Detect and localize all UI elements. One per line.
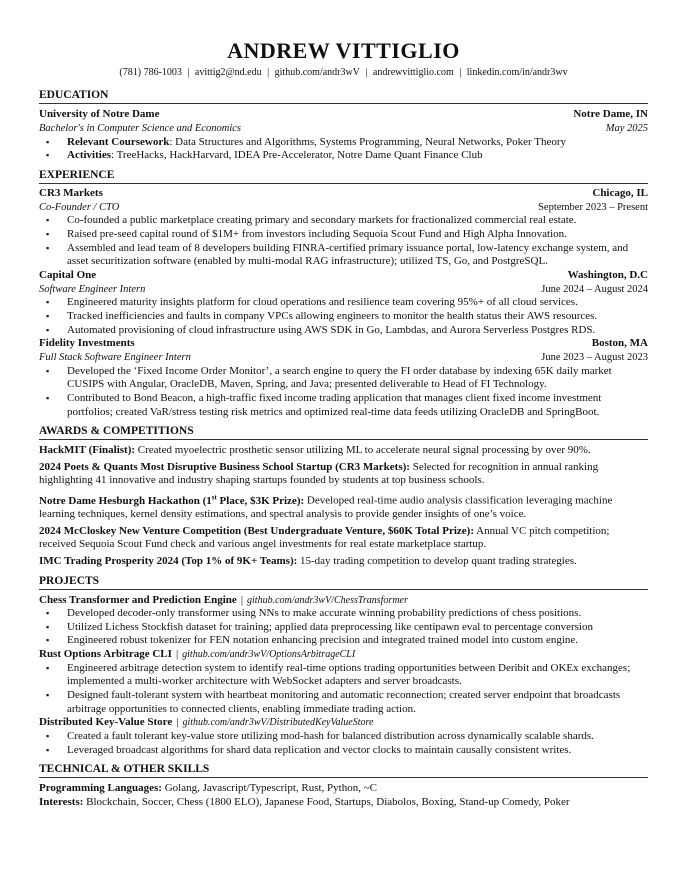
experience-entry (39, 337, 648, 419)
company-location: Chicago, IL (592, 186, 648, 199)
project-header (39, 716, 648, 730)
project-link[interactable]: github.com/andr3wV/ChessTransformer (247, 594, 408, 606)
list-item: ▪ Assembled and lead team of 8 developers building FINRA-certified primary issuance portal, low-latency exchange system, and asset securitization software (enabled by multi-modal RAG infrastructure); utilized TS, Go, and PostgreSQL. (67, 242, 648, 269)
education-row (39, 108, 648, 122)
school-location: Notre Dame, IN (573, 108, 648, 120)
section-heading-skills: TECHNICAL & OTHER SKILLS (39, 762, 648, 778)
education-list (39, 136, 648, 163)
list-item: ▪ Created a fault tolerant key-value store utilizing mod-hash for balanced distribution across dynamically scalable shards. (67, 730, 648, 744)
experience-header (39, 187, 648, 201)
award-description: Developed real-time audio analysis classification leveraging machine learning techniques, kernel density estimations, and spectral analysis to provide gender insights of one’s voice. (39, 494, 613, 521)
experience-role-row (39, 283, 648, 297)
experience-entry (39, 187, 648, 269)
list-item: ▪ Engineered robust tokenizer for FEN notation enhancing precision and integrated trained model into custom engine. (67, 634, 648, 648)
candidate-name: ANDREW VITTIGLIO (227, 38, 460, 63)
project-name: Rust Options Arbitrage CLI (39, 648, 172, 661)
coursework: : Data Structures and Algorithms, Systems Programming, Neural Networks, Poker Theory (169, 135, 567, 148)
award-item (39, 461, 648, 488)
experience-role-row (39, 201, 648, 215)
experience-header (39, 337, 648, 351)
degree-row (39, 122, 648, 136)
job-role: Co-Founder / CTO (39, 201, 120, 213)
list-item (67, 136, 648, 150)
job-date: June 2023 – August 2023 (541, 351, 648, 363)
project-entry (39, 594, 648, 649)
award-title (39, 492, 305, 507)
award-item (39, 525, 648, 552)
company-name: CR3 Markets (39, 186, 103, 199)
award-description: Annual VC pitch competition; received Sequoia Scout Fund check and various angel investments for real estate marketplace startup. (39, 524, 610, 551)
list-item (67, 149, 648, 163)
job-date: September 2023 – Present (538, 201, 648, 213)
award-title-part: Notre Dame Hesburgh Hackathon (1 (39, 494, 212, 507)
experience-entry (39, 269, 648, 337)
list-item: ▪ Developed decoder-only transformer using NNs to make accurate winning probability predictions of chess positions. (67, 607, 648, 621)
languages-list: Golang, Javascript/Typescript, Rust, Python, ~C (161, 782, 378, 795)
phone-number: (781) 786-1003 (119, 67, 182, 78)
company-name: Capital One (39, 268, 97, 281)
list-item: ▪ Engineered maturity insights platform for cloud operations and resilience team covering 95%+ of all cloud services. (67, 296, 648, 310)
list-item: ▪ Contributed to Bond Beacon, a high-traffic fixed income trading application that manages client fixed income investment portfolios; created VaR/stress testing risk metrics and optimized real-time data feeds utilizing OracleDB and SpringBoot. (67, 392, 648, 419)
list-item: ▪ Utilized Lichess Stockfish dataset for training; applied data preprocessing like centipawn eval to percentage conversion (67, 621, 648, 635)
award-title: IMC Trading Prosperity 2024 (Top 1% of 9K+ Teams): (39, 554, 298, 567)
list-item: ▪ Raised pre-seed capital round of $1M+ from investors including Sequoia Scout Fund and High Alpha Innovation. (67, 228, 648, 242)
list-item: ▪ Engineered arbitrage detection system to identify real-time options trading opportunities between Deribit and OKEx exchanges; implemented a multi-worker architecture with WebSocket adapters and server broadcasts. (67, 662, 648, 689)
list-item: ▪ Automated provisioning of cloud infrastructure using AWS SDK in Go, Lambdas, and Aurora Serverless Postgres RDS. (67, 324, 648, 338)
skills-interests (39, 796, 648, 810)
award-title: HackMIT (Finalist): (39, 444, 136, 457)
school-name: University of Notre Dame (39, 108, 160, 120)
section-heading-experience: EXPERIENCE (39, 168, 648, 184)
experience-role-row (39, 351, 648, 365)
job-date: June 2024 – August 2024 (541, 283, 648, 295)
award-title-part: Place, $3K Prize): (216, 494, 305, 507)
graduation-date: May 2025 (605, 122, 648, 134)
list-item: ▪ Co-founded a public marketplace creating primary and secondary markets for fractionalized commercial real estate. (67, 214, 648, 228)
project-bullets (39, 730, 648, 757)
project-bullets (39, 662, 648, 716)
project-header (39, 594, 648, 608)
activities-label: Activities (67, 149, 111, 162)
company-location: Boston, MA (591, 337, 648, 350)
project-title-group: Chess Transformer and Prediction Engine | github.com/andr3wV/ChessTransformer (39, 593, 408, 606)
website-link[interactable]: andrewvittiglio.com (372, 67, 454, 78)
skills-languages (39, 782, 648, 796)
interests-list: Blockchain, Soccer, Chess (1800 ELO), Japanese Food, Startups, Diabolos, Boxing, Stand-up Comedy, Poker (83, 795, 570, 808)
award-item (39, 491, 648, 522)
award-item (39, 444, 648, 458)
activities: : TreeHacks, HackHarvard, IDEA Pre-Accelerator, Notre Dame Quant Finance Club (110, 149, 483, 162)
award-description: 15-day trading competition to develop quant trading strategies. (297, 554, 577, 567)
award-description: Created myoelectric prosthetic sensor utilizing ML to accelerate neural signal processing by over 90%. (135, 444, 591, 457)
project-title-group: Distributed Key-Value Store | github.com/andr3wV/DistributedKeyValueStore (39, 716, 374, 729)
award-title-superscript: st (211, 492, 217, 501)
job-role: Software Engineer Intern (39, 283, 146, 295)
award-title: 2024 Poets & Quants Most Disruptive Business School Startup (CR3 Markets): (39, 460, 410, 473)
project-header (39, 648, 648, 662)
experience-header (39, 269, 648, 283)
job-role: Full Stack Software Engineer Intern (39, 351, 191, 363)
award-item (39, 555, 648, 569)
project-name: Distributed Key-Value Store (39, 716, 173, 729)
project-link[interactable]: github.com/andr3wV/DistributedKeyValueStore (182, 717, 374, 729)
email-link[interactable]: avittig2@nd.edu (194, 67, 262, 78)
company-location: Washington, D.C (567, 268, 648, 281)
experience-bullets (39, 365, 648, 419)
award-description: Selected for recognition in annual ranking highlighting 41 innovative and industry shaping startups founded by students at top business schools. (39, 460, 599, 487)
project-bullets (39, 607, 648, 648)
company-name: Fidelity Investments (39, 337, 135, 350)
project-entry (39, 716, 648, 757)
project-link[interactable]: github.com/andr3wV/OptionsArbitrageCLI (182, 649, 356, 661)
degree: Bachelor's in Computer Science and Economics (39, 122, 241, 134)
experience-bullets (39, 296, 648, 337)
linkedin-link[interactable]: linkedin.com/in/andr3wv (466, 67, 568, 78)
section-heading-awards: AWARDS & COMPETITIONS (39, 424, 648, 440)
languages-label: Programming Languages: (39, 782, 162, 795)
experience-bullets (39, 214, 648, 268)
coursework-label: Relevant Coursework (67, 135, 170, 148)
contact-line: (781) 786-1003 | avittig2@nd.edu | github.com/andr3wV | andrewvittiglio.com | linkedin.com/in/andr3wv (119, 67, 568, 78)
interests-label: Interests: (39, 795, 84, 808)
project-entry (39, 648, 648, 716)
project-title-group: Rust Options Arbitrage CLI | github.com/andr3wV/OptionsArbitrageCLI (39, 648, 356, 661)
section-heading-education: EDUCATION (39, 88, 648, 104)
award-title: 2024 McCloskey New Venture Competition (Best Undergraduate Venture, $60K Total Prize): (39, 524, 474, 537)
list-item: ▪ Leveraged broadcast algorithms for shard data replication and vector clocks to maintain causally consistent writes. (67, 744, 648, 758)
section-heading-projects: PROJECTS (39, 574, 648, 590)
github-link[interactable]: github.com/andr3wV (274, 67, 360, 78)
project-name: Chess Transformer and Prediction Engine (39, 593, 237, 606)
list-item: ▪ Designed fault-tolerant system with heartbeat monitoring and automatic reconnection; created server endpoint that broadcasts arbitrage opportunities to connected clients, enabling immediate trading action. (67, 689, 648, 716)
list-item: ▪ Tracked inefficiencies and faults in company VPCs allowing engineers to monitor the health status their AWS resources. (67, 310, 648, 324)
list-item: ▪ Developed the ‘Fixed Income Order Monitor’, a search engine to query the FI order database by indexing 65K daily market CUSIPS with Angular, OracleDB, Maven, Spring, and Java; presented deliverable to Head of FI Technology. (67, 365, 648, 392)
